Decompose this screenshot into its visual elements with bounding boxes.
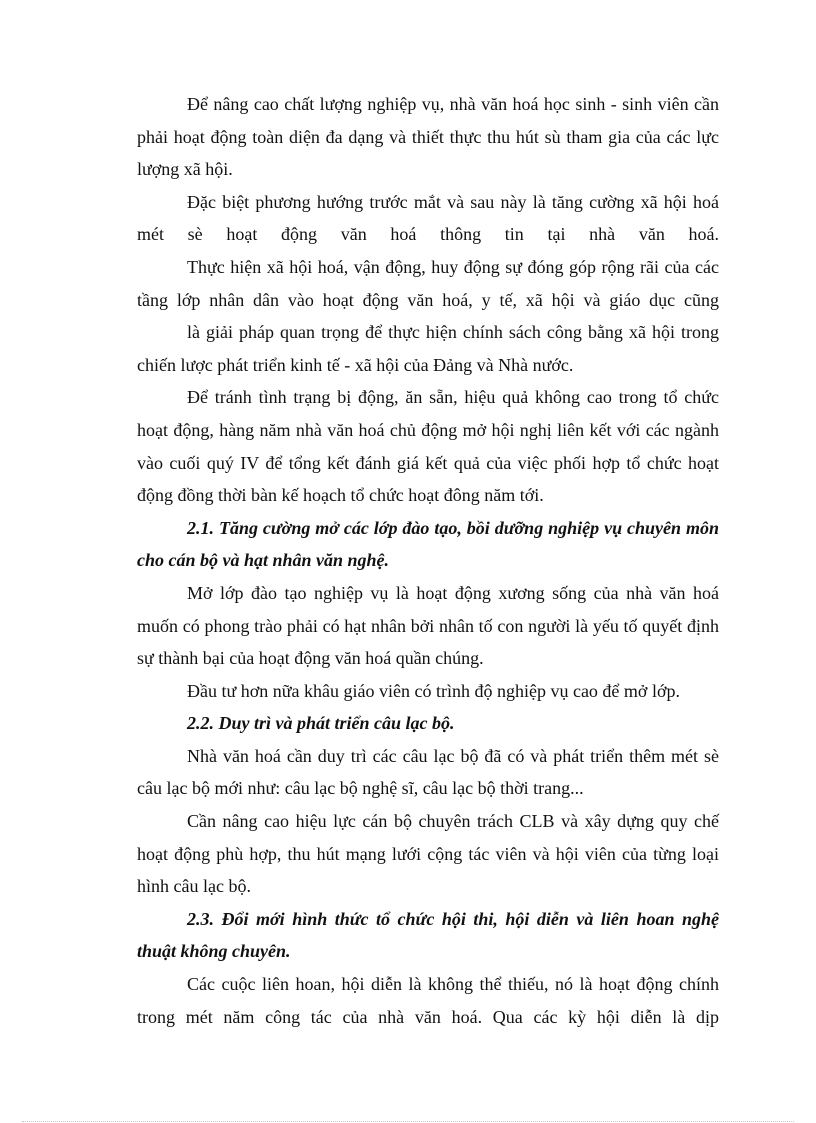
- section-heading-2-2: 2.2. Duy trì và phát triển câu lạc bộ.: [187, 713, 455, 734]
- paragraph-3: Thực hiện xã hội hoá, vận động, huy động sự đóng góp rộng rãi của các tầng lớp nhân dân vào hoạt động văn hoá, y tế, xã hội và giáo dục cũng: [137, 256, 719, 310]
- document-body: [137, 88, 719, 1033]
- paragraph-1: Để nâng cao chất lượng nghiệp vụ, nhà văn hoá học sinh - sinh viên cần phải hoạt động toàn diện đa dạng và thiết thực thu hút sù tham gia của các lực lượng xã hội.: [137, 94, 719, 180]
- paragraph-7: Đầu tư hơn nữa khâu giáo viên có trình độ nghiệp vụ cao để mở lớp.: [187, 680, 680, 701]
- paragraph-9: Cần nâng cao hiệu lực cán bộ chuyên trách CLB và xây dựng quy chế hoạt động phù hợp, thu hút mạng lưới cộng tác viên và hội viên của từng loại hình câu lạc bộ.: [137, 811, 719, 897]
- paragraph-10: Các cuộc liên hoan, hội diễn là không thể thiếu, nó là hoạt động chính trong mét năm công tác của nhà văn hoá. Qua các kỳ hội diễn là dịp: [137, 974, 719, 1027]
- paragraph-5: Để tránh tình trạng bị động, ăn sẵn, hiệu quả không cao trong tổ chức hoạt động, hàng năm nhà văn hoá chủ động mở hội nghị liên kết với các ngành vào cuối quý IV để tổng kết đánh giá kết quả của việc phối hợp tổ chức hoạt động đồng thời bàn kế hoạch tổ chức hoạt đông năm tới.: [137, 387, 719, 506]
- paragraph-8: Nhà văn hoá cần duy trì các câu lạc bộ đã có và phát triển thêm mét sè câu lạc bộ mới như: câu lạc bộ nghệ sĩ, câu lạc bộ thời trang...: [137, 745, 719, 799]
- paragraph-2: Đặc biệt phương hướng trước mắt và sau này là tăng cường xã hội hoá mét sè hoạt động văn hoá thông tin tại nhà văn hoá.: [137, 191, 719, 245]
- paragraph-4: là giải pháp quan trọng để thực hiện chính sách công bằng xã hội trong chiến lược phát triển kinh tế - xã hội của Đảng và Nhà nước.: [137, 322, 719, 375]
- section-heading-2-1: 2.1. Tăng cường mở các lớp đào tạo, bồi dưỡng nghiệp vụ chuyên môn cho cán bộ và hạt nhân văn nghệ.: [137, 517, 719, 571]
- paragraph-6: Mở lớp đào tạo nghiệp vụ là hoạt động xương sống của nhà văn hoá muốn có phong trào phải có hạt nhân bởi nhân tố con người là yếu tố quyết định sự thành bại của hoạt động văn hoá quần chúng.: [137, 582, 719, 669]
- section-heading-2-3: 2.3. Đổi mới hình thức tổ chức hội thi, hội diễn và liên hoan nghệ thuật không chuyên.: [137, 908, 719, 962]
- page-bottom-divider: [22, 1121, 794, 1122]
